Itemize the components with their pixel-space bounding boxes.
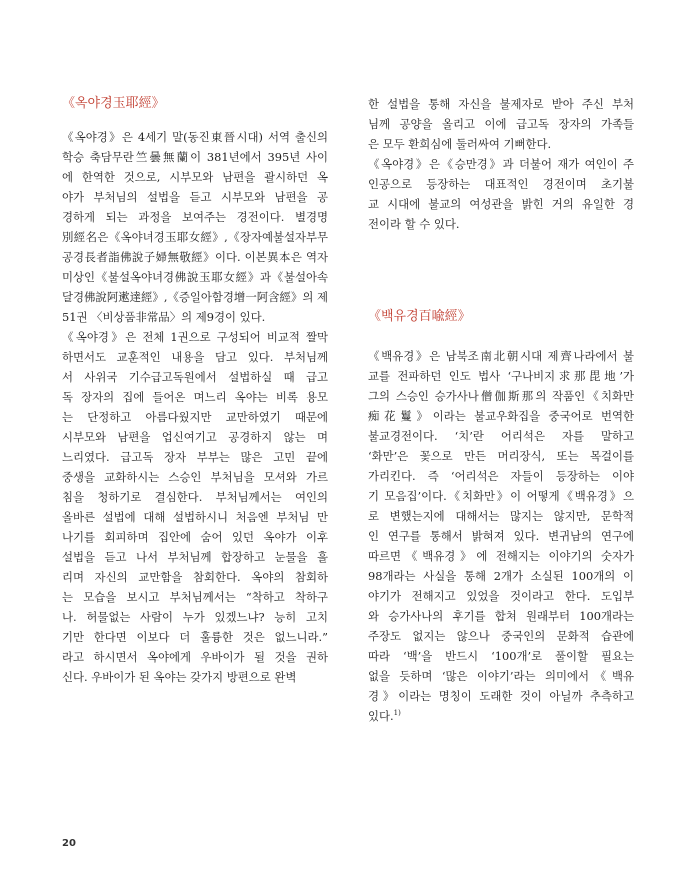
- text-line-content: 미상인《불설옥야녀경佛說玉耶女經》과《불설아속: [62, 270, 328, 284]
- text-line-content: 하면서도 교훈적인 내용을 담고 있다. 부처님께: [62, 350, 328, 364]
- text-line-content: 그의 스승인 승가사나僧伽斯那의 작품인《치화만: [368, 389, 634, 403]
- text-line-content: 신다. 우바이가 된 옥야는 갖가지 방편으로 완벽: [62, 670, 297, 684]
- text-line: [368, 446, 634, 466]
- text-line: [62, 227, 328, 247]
- text-line: [62, 547, 328, 567]
- text-line-content: 가리킨다. 즉 ‘어리석은 자들이 등장하는 이야: [368, 469, 634, 483]
- text-line: [368, 506, 634, 526]
- text-line: [368, 346, 634, 366]
- text-line: [368, 214, 634, 234]
- text-line: [62, 427, 328, 447]
- text-line: [368, 114, 634, 134]
- text-line: [62, 627, 328, 647]
- text-line-content: 학승 축담무란竺曇無蘭이 381년에서 395년 사이: [62, 150, 328, 164]
- text-line: [368, 646, 634, 666]
- text-line-content: 전이라 할 수 있다.: [368, 217, 460, 231]
- text-line: [62, 387, 328, 407]
- text-line-content: 경》이라는 명칭이 도래한 것이 아닐까 추측하고: [368, 689, 634, 703]
- text-line-content: 는 단정하고 아름다웠지만 교만하였기 때문에: [62, 410, 328, 424]
- text-line-content: 야기가 전해지고 있었을 것이라고 한다. 도입부: [368, 589, 634, 603]
- text-line: [62, 347, 328, 367]
- text-line: [62, 167, 328, 187]
- text-line-content: 있다.: [368, 709, 394, 723]
- text-line-content: 98개라는 사실을 통해 2개가 소실된 100개의 이: [368, 569, 634, 583]
- text-line: [62, 407, 328, 427]
- text-line: [62, 487, 328, 507]
- text-line-content: 《옥야경》은 4세기 말(동진東晉시대) 서역 출신의: [62, 130, 328, 144]
- text-line-content: 와 승가사나의 후기를 합쳐 원래부터 100개라는: [368, 609, 634, 623]
- text-line-content: 인공으로 등장하는 대표적인 경전이며 초기불: [368, 177, 634, 191]
- text-line-content: 공경長者詣佛說子婦無敬經》이다. 이본異本은 역자: [62, 250, 328, 264]
- text-line: [368, 706, 634, 726]
- text-line-content: 느리였다. 급고독 장자 부부는 많은 고민 끝에: [62, 450, 328, 464]
- text-line-content: 기만 한다면 이보다 더 훌륭한 것은 없느니라.”: [62, 630, 328, 644]
- text-line: [368, 686, 634, 706]
- page-number: 20: [62, 838, 76, 849]
- text-line: [62, 327, 328, 347]
- text-line: [62, 607, 328, 627]
- text-line-content: 서 사위국 기수급고독원에서 설법하실 때 급고: [62, 370, 328, 384]
- text-line: [368, 426, 634, 446]
- text-line-content: 51권 〈비상품非常品〉의 제9경이 있다.: [62, 310, 266, 324]
- text-line: [62, 667, 328, 687]
- text-line-content: 달경佛說阿遬達經》,《증일아함경增一阿含經》의 제: [62, 290, 328, 304]
- text-line: [62, 467, 328, 487]
- text-line: [62, 587, 328, 607]
- text-line-content: 주장도 없지는 않으나 중국인의 문화적 습관에: [368, 629, 634, 643]
- text-line-content: ‘화만’은 꽃으로 만든 머리장식, 또는 목걸이를: [368, 449, 634, 463]
- text-line-content: 중생을 교화하시는 스승인 부처님을 모셔와 가르: [62, 470, 328, 484]
- text-line: [62, 567, 328, 587]
- text-line-content: 없을 듯하며 ‘많은 이야기’라는 의미에서《백유: [368, 669, 634, 683]
- text-line: [368, 406, 634, 426]
- text-line-content: 교 시대에 불교의 여성관을 밝힌 거의 유일한 경: [368, 197, 634, 211]
- text-line-content: 님께 공양을 올리고 이에 급고독 장자의 가족들: [368, 117, 634, 131]
- text-line-content: 痴花鬘》이라는 불교우화집을 중국어로 번역한: [368, 409, 634, 423]
- text-line: [62, 147, 328, 167]
- text-line: [368, 466, 634, 486]
- text-line: [368, 666, 634, 686]
- text-line: [368, 194, 634, 214]
- text-line: [368, 626, 634, 646]
- text-line-content: 別經名은《옥야녀경玉耶女經》,《장자예불설자부무: [62, 230, 328, 244]
- text-line: [62, 287, 328, 307]
- text-line: [368, 386, 634, 406]
- text-line-content: 올바른 설법에 대해 설법하시니 처음엔 부처님 만: [62, 510, 328, 524]
- text-line-content: 침을 청하기로 결심한다. 부처님께서는 여인의: [62, 490, 328, 504]
- text-line: [368, 546, 634, 566]
- text-line-content: 기 모음집’이다.《치화만》이 어떻게《백유경》으: [368, 489, 634, 503]
- section-heading-okya: 《옥야경玉耶經》: [62, 96, 165, 111]
- text-line: [62, 527, 328, 547]
- text-line-content: 《옥야경》은《승만경》과 더불어 재가 여인이 주: [368, 157, 634, 171]
- text-line: [368, 566, 634, 586]
- text-line: [368, 366, 634, 386]
- text-line: [368, 606, 634, 626]
- text-line-content: 은 모두 환희심에 둘러싸여 기뻐한다.: [368, 137, 552, 151]
- text-line-content: 교를 전파하던 인도 법사 ‘구나비지求那毘地’가: [368, 369, 634, 383]
- text-line: [368, 526, 634, 546]
- text-line-content: 따르면《백유경》에 전해지는 이야기의 숫자가: [368, 549, 634, 563]
- text-line: [62, 207, 328, 227]
- text-line: [62, 187, 328, 207]
- text-line: [62, 267, 328, 287]
- text-line: [62, 127, 328, 147]
- text-line-content: 리며 자신의 교만함을 참회한다. 옥야의 참회하: [62, 570, 328, 584]
- text-line-content: 불교경전이다. ‘치’란 어리석은 자를 말하고: [368, 429, 634, 443]
- text-line-content: 나기를 회피하며 집안에 숨어 있던 옥야가 이후: [62, 530, 328, 544]
- text-line: [368, 94, 634, 114]
- text-line-content: 설법을 듣고 나서 부처님께 합장하고 눈물을 흘: [62, 550, 328, 564]
- text-line-content: 야가 부처님의 설법을 듣고 시부모와 남편을 공: [62, 190, 328, 204]
- footnote-mark: 1): [393, 709, 401, 718]
- text-line: [62, 247, 328, 267]
- text-line-content: 경하게 되는 과정을 보여주는 경전이다. 별경명: [62, 210, 328, 224]
- text-line-content: 라고 하시면서 옥야에게 우바이가 될 것을 권하: [62, 650, 328, 664]
- text-line-content: 《백유경》은 남북조南北朝시대 제齊나라에서 불: [368, 349, 634, 363]
- text-line: [368, 154, 634, 174]
- text-line: [368, 486, 634, 506]
- text-line: [62, 307, 328, 327]
- text-line: [62, 447, 328, 467]
- text-line-content: 독 장자의 집에 들어온 며느리 옥야는 비록 용모: [62, 390, 328, 404]
- text-line-content: 에 한역한 것으로, 시부모와 남편을 괄시하던 옥: [62, 170, 328, 184]
- text-line-content: 따라 ‘백’을 반드시 ‘100개’로 풀이할 필요는: [368, 649, 634, 663]
- text-line: [62, 367, 328, 387]
- text-line-content: 는 모습을 보시고 부처님께서는 “착하고 착하구: [62, 590, 328, 604]
- text-line-content: 나. 허물없는 사람이 누가 있겠느냐? 능히 고치: [62, 610, 328, 624]
- text-line-content: 《옥야경》은 전체 1권으로 구성되어 비교적 짤막: [62, 330, 328, 344]
- text-line: [368, 134, 634, 154]
- text-line: [62, 647, 328, 667]
- text-line: [62, 507, 328, 527]
- text-line: [368, 586, 634, 606]
- text-line: [368, 174, 634, 194]
- text-line-content: 한 설법을 통해 자신을 불제자로 받아 주신 부처: [368, 97, 634, 111]
- text-line-content: 로 변했는지에 대해서는 많지는 않지만, 문학적: [368, 509, 634, 523]
- text-line-content: 시부모와 남편을 업신여기고 공경하지 않는 며: [62, 430, 328, 444]
- text-line-content: 인 연구를 통해서 밝혀져 있다. 변귀남의 연구에: [368, 529, 634, 543]
- section-heading-baekyu: 《백유경百喩經》: [368, 309, 471, 324]
